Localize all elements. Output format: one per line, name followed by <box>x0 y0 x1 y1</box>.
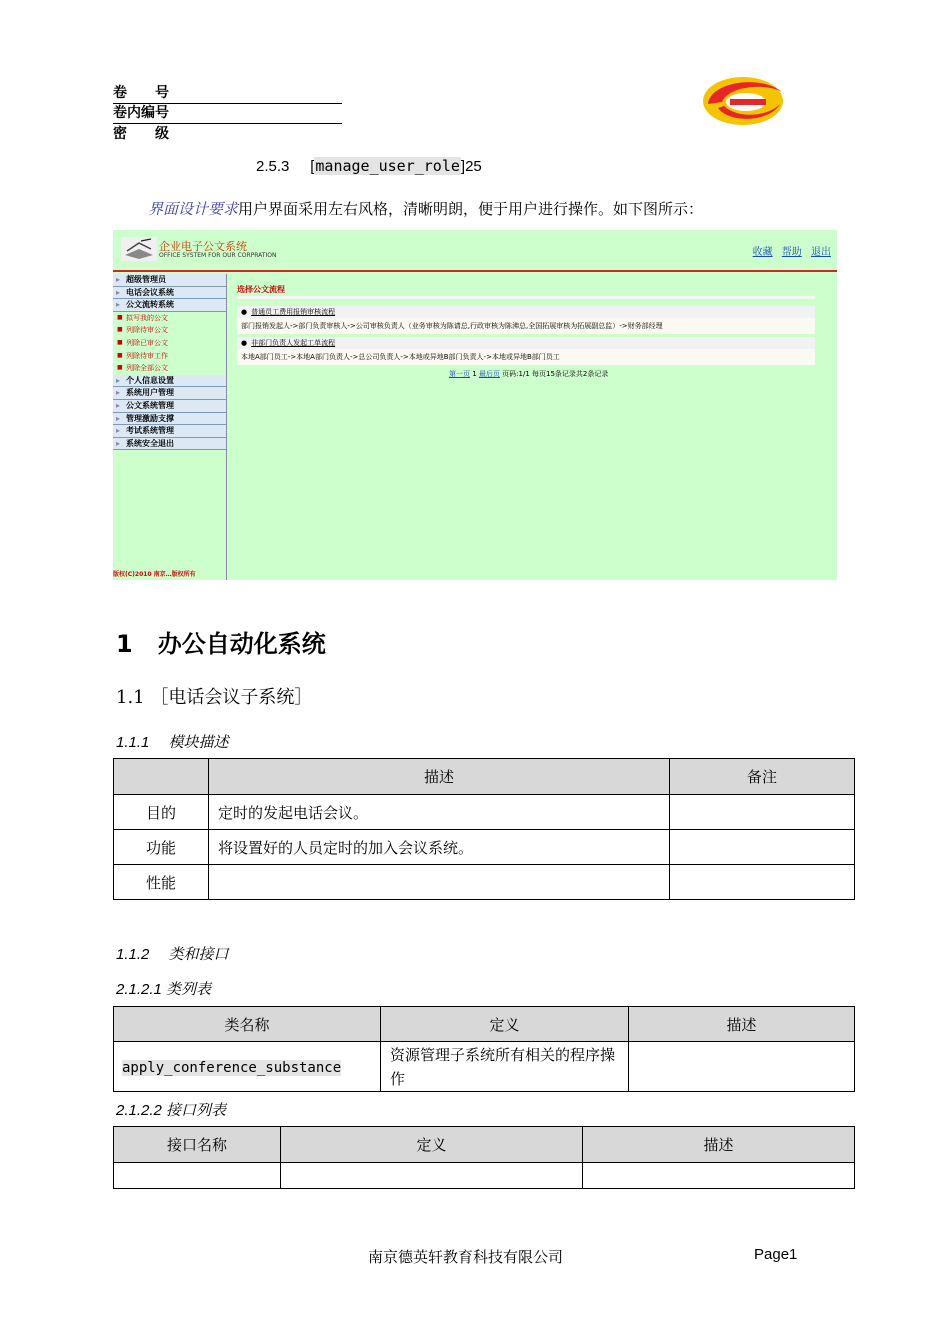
help-link[interactable]: 帮助 <box>781 247 802 258</box>
header-links <box>747 243 831 258</box>
sidebar-item[interactable]: ▸ 考试系统管理 <box>113 425 226 438</box>
sidebar-item[interactable]: ▸ 系统用户管理 <box>113 387 226 400</box>
sidebar-item[interactable]: ▸ 管理激励支撑 <box>113 413 226 426</box>
logout-link[interactable]: 退出 <box>811 247 831 258</box>
sidebar-item[interactable]: ▸ 个人信息设置 <box>113 375 226 388</box>
ui-screenshot <box>113 230 837 580</box>
sidebar-subitem[interactable]: ■ 拟写我的公文 <box>113 312 226 325</box>
heading-module-desc: 1.1.1 模块描述 <box>116 734 229 751</box>
divider <box>237 296 815 299</box>
interface-list-table: 接口名称 定义 描述 <box>113 1126 855 1189</box>
pager-first[interactable]: 第一页 <box>449 370 470 378</box>
flow-link[interactable]: 非部门负责人发起工单流程 <box>251 339 336 347</box>
app-title: 企业电子公文系统 <box>159 240 247 253</box>
module-desc-table: 描述 备注 目的 定时的发起电话会议。 功能 将设置好的人员定时的加入会议系统。 性能 <box>113 758 855 900</box>
sidebar-item[interactable]: ▸ 公文系统管理 <box>113 400 226 413</box>
footer-company: 南京德英轩教育科技有限公司 <box>368 1248 564 1266</box>
screenshot-sidebar <box>113 274 227 580</box>
sidebar-subitem[interactable]: ■ 列除待审公文 <box>113 324 226 337</box>
sidebar-item[interactable]: ▸ 超级管理员 <box>113 274 226 287</box>
flow-item: ● 非部门负责人发起工单流程 本地A部门员工->本地A部门负责人->总公司负责人->本地或异地B部门负责人->本地或异地B部门员工 <box>237 337 815 365</box>
screenshot-header <box>113 230 837 272</box>
sidebar-subitem[interactable]: ■ 列除待审工作 <box>113 350 226 363</box>
copyright-text: 版权(C)2010 南京…版权所有 <box>113 571 196 578</box>
sidebar-subitem[interactable]: ■ 列除全部公文 <box>113 362 226 375</box>
main-title: 选择公文流程 <box>237 285 285 294</box>
volume-label: 卷 号 <box>113 83 342 104</box>
volume-number-label: 卷内编号 <box>113 103 342 124</box>
sidebar-item[interactable]: ▸ 公文流转系统 <box>113 299 226 312</box>
footer-page: Page1 <box>754 1246 798 1263</box>
flow-link[interactable]: 普通员工费用报销审核流程 <box>251 308 336 316</box>
heading-2: 1.1 ［电话会议子系统］ <box>116 687 313 708</box>
app-subtitle: OFFICE SYSTEM FOR OUR CORPRATION <box>159 252 277 259</box>
class-name: apply_conference_substance <box>122 1059 342 1076</box>
class-list-table: 类名称 定义 描述 apply_conference_substance 资源管理子系统所有相关的程序操作 <box>113 1006 855 1092</box>
heading-class-list: 2.1.2.1 类列表 <box>116 981 212 998</box>
book-icon <box>121 237 157 261</box>
security-level-label: 密 级 <box>113 126 169 142</box>
heading-class-interface: 1.1.2 类和接口 <box>116 946 229 963</box>
heading-interface-list: 2.1.2.2 接口列表 <box>116 1102 227 1119</box>
sidebar-item[interactable]: ▸ 系统安全退出 <box>113 438 226 451</box>
intro-highlight: 界面设计要求 <box>148 200 239 218</box>
intro-paragraph: 界面设计要求用户界面采用左右风格，清晰明朗，便于用户进行操作。如下图所示： <box>148 200 704 218</box>
section-reference: 2.5.3 [manage_user_role]25 <box>256 157 482 175</box>
flow-item: ● 普通员工费用报销审核流程 部门报销发起人->部门负责审核人->公司审核负责人（业务审核为陈请总,行政审核为陈沸总,全国拓展审核为拓展副总监）->财务部经理 <box>237 306 815 334</box>
pager-last[interactable]: 最后页 <box>478 370 500 378</box>
pager: 第一页 1 最后页 页码:1/1 每页15条记录共2条记录 <box>449 370 609 378</box>
heading-1: 1 办公自动化系统 <box>116 630 326 658</box>
company-logo <box>700 74 786 128</box>
favorite-link[interactable]: 收藏 <box>752 247 773 258</box>
sidebar-subitem[interactable]: ■ 列除已审公文 <box>113 337 226 350</box>
sidebar-item[interactable]: ▸ 电话会议系统 <box>113 287 226 300</box>
